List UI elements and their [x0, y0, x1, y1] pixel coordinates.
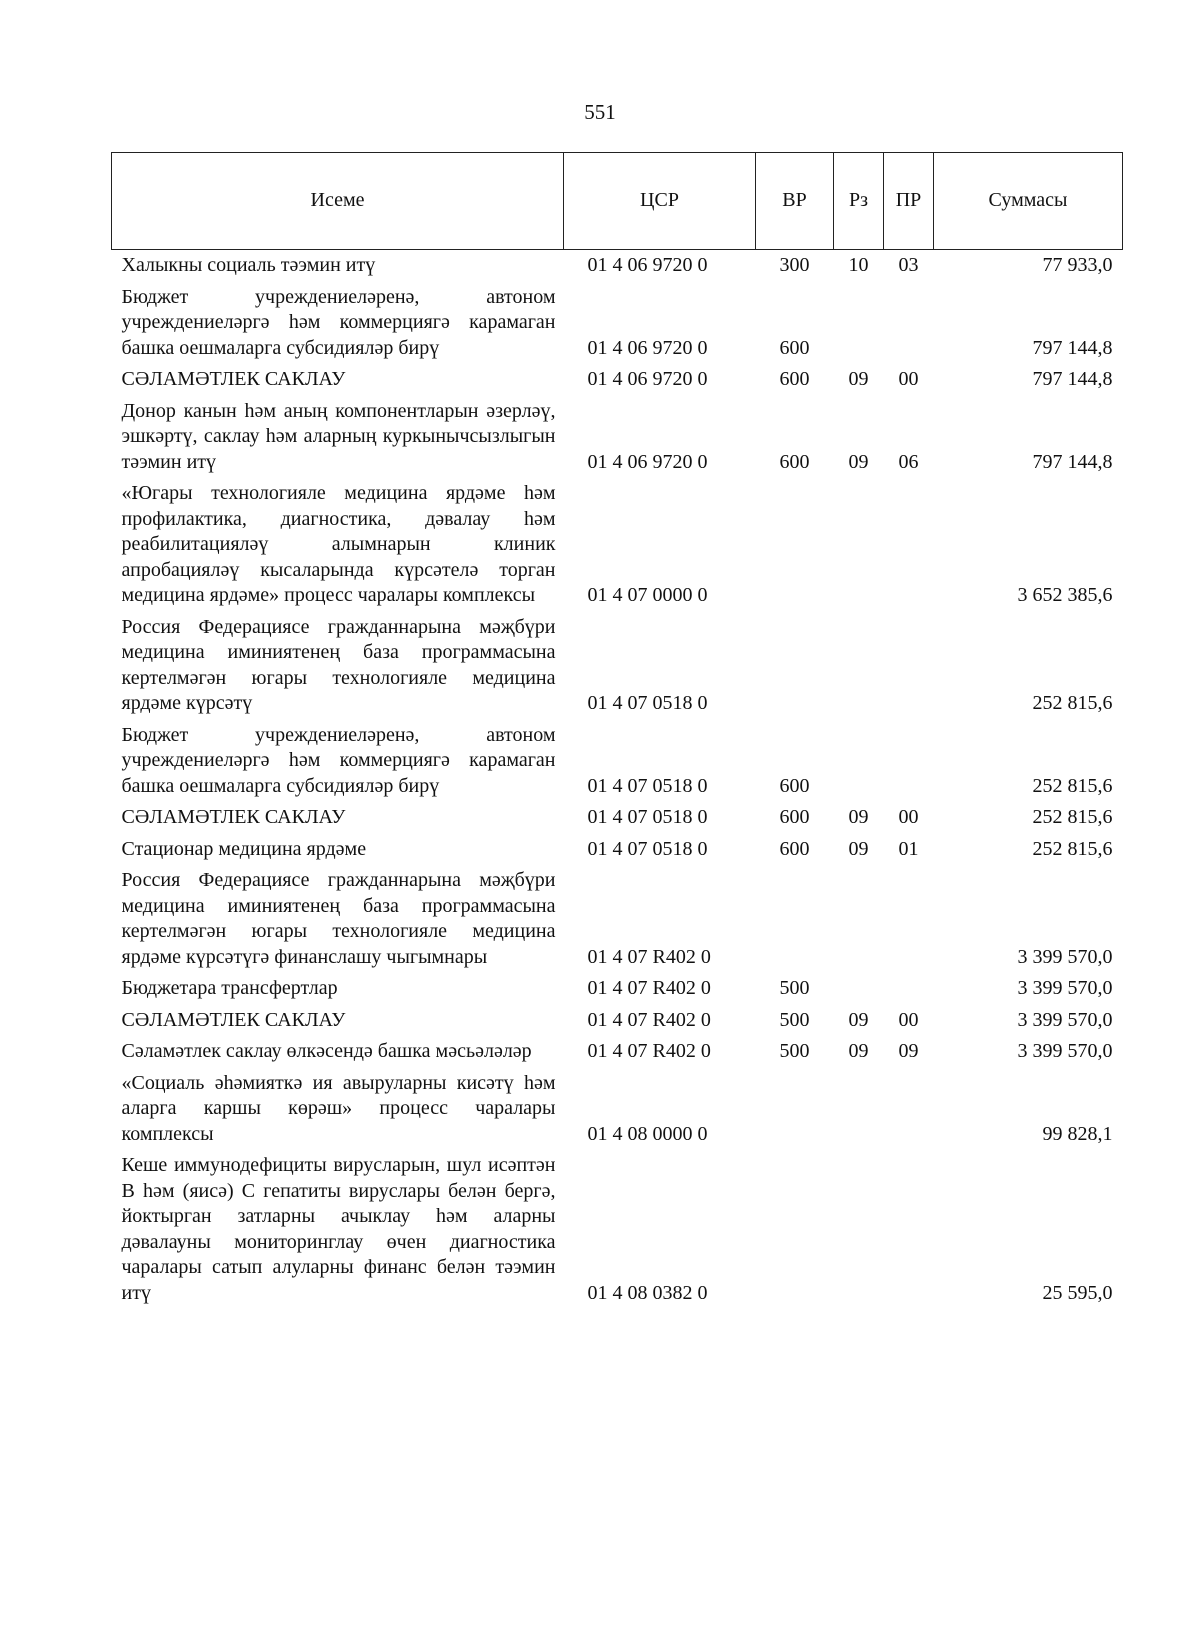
header-vr: ВР — [756, 153, 834, 250]
cell-csr: 01 4 08 0000 0 — [587, 1122, 708, 1145]
cell-vr: 600 — [779, 336, 810, 359]
cell-name: Бюджет учреждениеләренә, автоном учреждениеләргә һәм коммерциягә карамаган башка оешмаларга субсидияләр бирү — [121, 723, 556, 797]
cell-csr: 01 4 06 9720 0 — [587, 368, 708, 390]
cell-csr: 01 4 06 9720 0 — [587, 450, 708, 473]
cell-csr: 01 4 07 R402 0 — [587, 1040, 711, 1062]
cell-pr: 06 — [898, 450, 919, 473]
cell-rz: 09 — [848, 837, 869, 860]
cell-sum: 797 144,8 — [1032, 368, 1113, 390]
cell-vr — [756, 478, 834, 612]
page-number: 551 — [584, 100, 616, 124]
cell-pr: 00 — [898, 368, 919, 390]
header-pr: ПР — [884, 153, 934, 250]
cell-sum: 3 652 385,6 — [1017, 584, 1113, 606]
table-row — [112, 802, 1123, 834]
table-row — [112, 973, 1123, 1005]
cell-pr: 00 — [898, 1008, 919, 1031]
header-sum: Суммасы — [934, 153, 1123, 250]
cell-vr: 500 — [779, 1008, 810, 1031]
cell-sum: 797 144,8 — [1032, 450, 1113, 473]
cell-rz: 09 — [848, 1040, 869, 1062]
cell-name: Россия Федерациясе гражданнарына мәҗбүри медицина иминиятенең база программасына кертелмәгән югары технологияле медицина ярдәме күрсәтүгә финанслашу чыгымнары — [121, 869, 556, 968]
cell-rz: 10 — [848, 254, 869, 276]
table-row — [112, 1068, 1123, 1151]
cell-sum: 99 828,1 — [1042, 1122, 1113, 1145]
cell-rz — [834, 478, 884, 612]
cell-sum: 77 933,0 — [1042, 254, 1113, 276]
cell-name: Россия Федерациясе гражданнарына мәҗбүри медицина иминиятенең база программасына кертелмәгән югары технологияле медицина ярдәме күрсәтү — [121, 615, 556, 714]
table-row — [112, 865, 1123, 973]
cell-vr — [756, 1150, 834, 1309]
cell-pr — [884, 865, 934, 973]
cell-name: Бюджет учреждениеләренә, автоном учреждениеләргә һәм коммерциягә карамаган башка оешмаларга субсидияләр бирү — [121, 285, 556, 359]
cell-name: Донор канын һәм аның компонентларын әзерләү, эшкәртү, саклау һәм аларның куркынычсызлыгын тәэмин итү — [121, 399, 556, 473]
cell-rz — [834, 282, 884, 365]
cell-rz: 09 — [848, 806, 869, 828]
cell-name: «Социаль әһәмияткә ия авыруларны кисәтү һәм аларга каршы көрәш» процесс чаралары комплексы — [121, 1071, 556, 1145]
cell-sum: 252 815,6 — [1032, 806, 1113, 828]
cell-vr — [756, 612, 834, 720]
cell-sum: 3 399 570,0 — [1017, 977, 1113, 999]
cell-pr: 09 — [898, 1040, 919, 1062]
table-row — [112, 720, 1123, 803]
table-row — [112, 478, 1123, 612]
cell-pr: 01 — [898, 837, 919, 860]
table-row — [112, 1150, 1123, 1309]
cell-name: СӘЛАМӘТЛЕК САКЛАУ — [121, 1008, 346, 1031]
cell-csr: 01 4 07 R402 0 — [587, 1008, 711, 1031]
cell-csr: 01 4 08 0382 0 — [587, 1281, 708, 1304]
cell-vr — [756, 865, 834, 973]
cell-vr: 500 — [779, 977, 810, 999]
cell-pr: 03 — [898, 254, 919, 276]
cell-sum: 252 815,6 — [1032, 774, 1113, 797]
table-row — [112, 364, 1123, 396]
table-row — [112, 1036, 1123, 1068]
header-rz: Рз — [834, 153, 884, 250]
cell-name: «Югары технологияле медицина ярдәме һәм профилактика, диагностика, дәвалау һәм реабилитацияләү алымнарын клиник апробацияләү кысаларында күрсәтелә торган медицина ярдәме» процесс чаралары комплексы — [121, 482, 556, 606]
cell-csr: 01 4 06 9720 0 — [587, 254, 708, 276]
header-csr: ЦСР — [564, 153, 756, 250]
cell-name: Сәламәтлек саклау өлкәсендә башка мәсьәләләр — [121, 1040, 532, 1062]
cell-rz — [834, 612, 884, 720]
cell-csr: 01 4 07 0518 0 — [587, 774, 708, 797]
cell-sum: 3 399 570,0 — [1017, 1008, 1113, 1031]
cell-name: Стационар медицина ярдәме — [121, 837, 367, 860]
cell-vr: 600 — [779, 806, 810, 828]
cell-csr: 01 4 06 9720 0 — [587, 336, 708, 359]
cell-csr: 01 4 07 0518 0 — [587, 806, 708, 828]
cell-sum: 252 815,6 — [1032, 692, 1113, 714]
cell-pr — [884, 478, 934, 612]
cell-sum: 25 595,0 — [1042, 1281, 1113, 1304]
cell-rz: 09 — [848, 450, 869, 473]
cell-csr: 01 4 07 0518 0 — [587, 692, 708, 714]
cell-vr: 600 — [779, 450, 810, 473]
cell-pr — [884, 282, 934, 365]
table-row — [112, 250, 1123, 282]
cell-sum: 3 399 570,0 — [1017, 1040, 1113, 1062]
budget-table — [111, 152, 1123, 1309]
table-row — [112, 1005, 1123, 1037]
cell-pr — [884, 720, 934, 803]
cell-pr — [884, 973, 934, 1005]
cell-csr: 01 4 07 0518 0 — [587, 837, 708, 860]
cell-pr — [884, 612, 934, 720]
cell-sum: 797 144,8 — [1032, 336, 1113, 359]
cell-rz — [834, 865, 884, 973]
cell-name: СӘЛАМӘТЛЕК САКЛАУ — [121, 368, 346, 390]
cell-csr: 01 4 07 R402 0 — [587, 977, 711, 999]
table-row — [112, 282, 1123, 365]
cell-vr: 500 — [779, 1040, 810, 1062]
cell-sum: 252 815,6 — [1032, 837, 1113, 860]
cell-vr: 600 — [779, 368, 810, 390]
cell-vr: 600 — [779, 837, 810, 860]
cell-rz — [834, 720, 884, 803]
cell-name: Халыкны социаль тәэмин итү — [121, 254, 376, 276]
cell-pr — [884, 1150, 934, 1309]
cell-pr — [884, 1068, 934, 1151]
header-name: Исеме — [112, 153, 564, 250]
cell-rz: 09 — [848, 368, 869, 390]
cell-name: Бюджетара трансфертлар — [121, 977, 338, 999]
cell-csr: 01 4 07 0000 0 — [587, 584, 708, 606]
cell-vr — [756, 1068, 834, 1151]
cell-rz — [834, 1068, 884, 1151]
cell-rz — [834, 1150, 884, 1309]
cell-csr: 01 4 07 R402 0 — [587, 945, 711, 968]
cell-vr: 600 — [779, 774, 810, 797]
table-header — [112, 153, 1123, 250]
table-row — [112, 834, 1123, 866]
cell-rz: 09 — [848, 1008, 869, 1031]
table-row — [112, 612, 1123, 720]
table-body — [112, 250, 1123, 1310]
table-row — [112, 396, 1123, 479]
cell-vr: 300 — [779, 254, 810, 276]
cell-name: Кеше иммунодефициты вирусларын, шул исәптән B һәм (яисә) C гепатиты вируслары белән бергә, йоктырган затларны ачыклау һәм аларны дәвалауны мониторинглау өчен диагностика чаралары сатып алуларны финанс белән тәэмин итү — [121, 1154, 556, 1304]
cell-pr: 00 — [898, 806, 919, 828]
cell-name: СӘЛАМӘТЛЕК САКЛАУ — [121, 806, 346, 828]
cell-rz — [834, 973, 884, 1005]
cell-sum: 3 399 570,0 — [1017, 945, 1113, 968]
